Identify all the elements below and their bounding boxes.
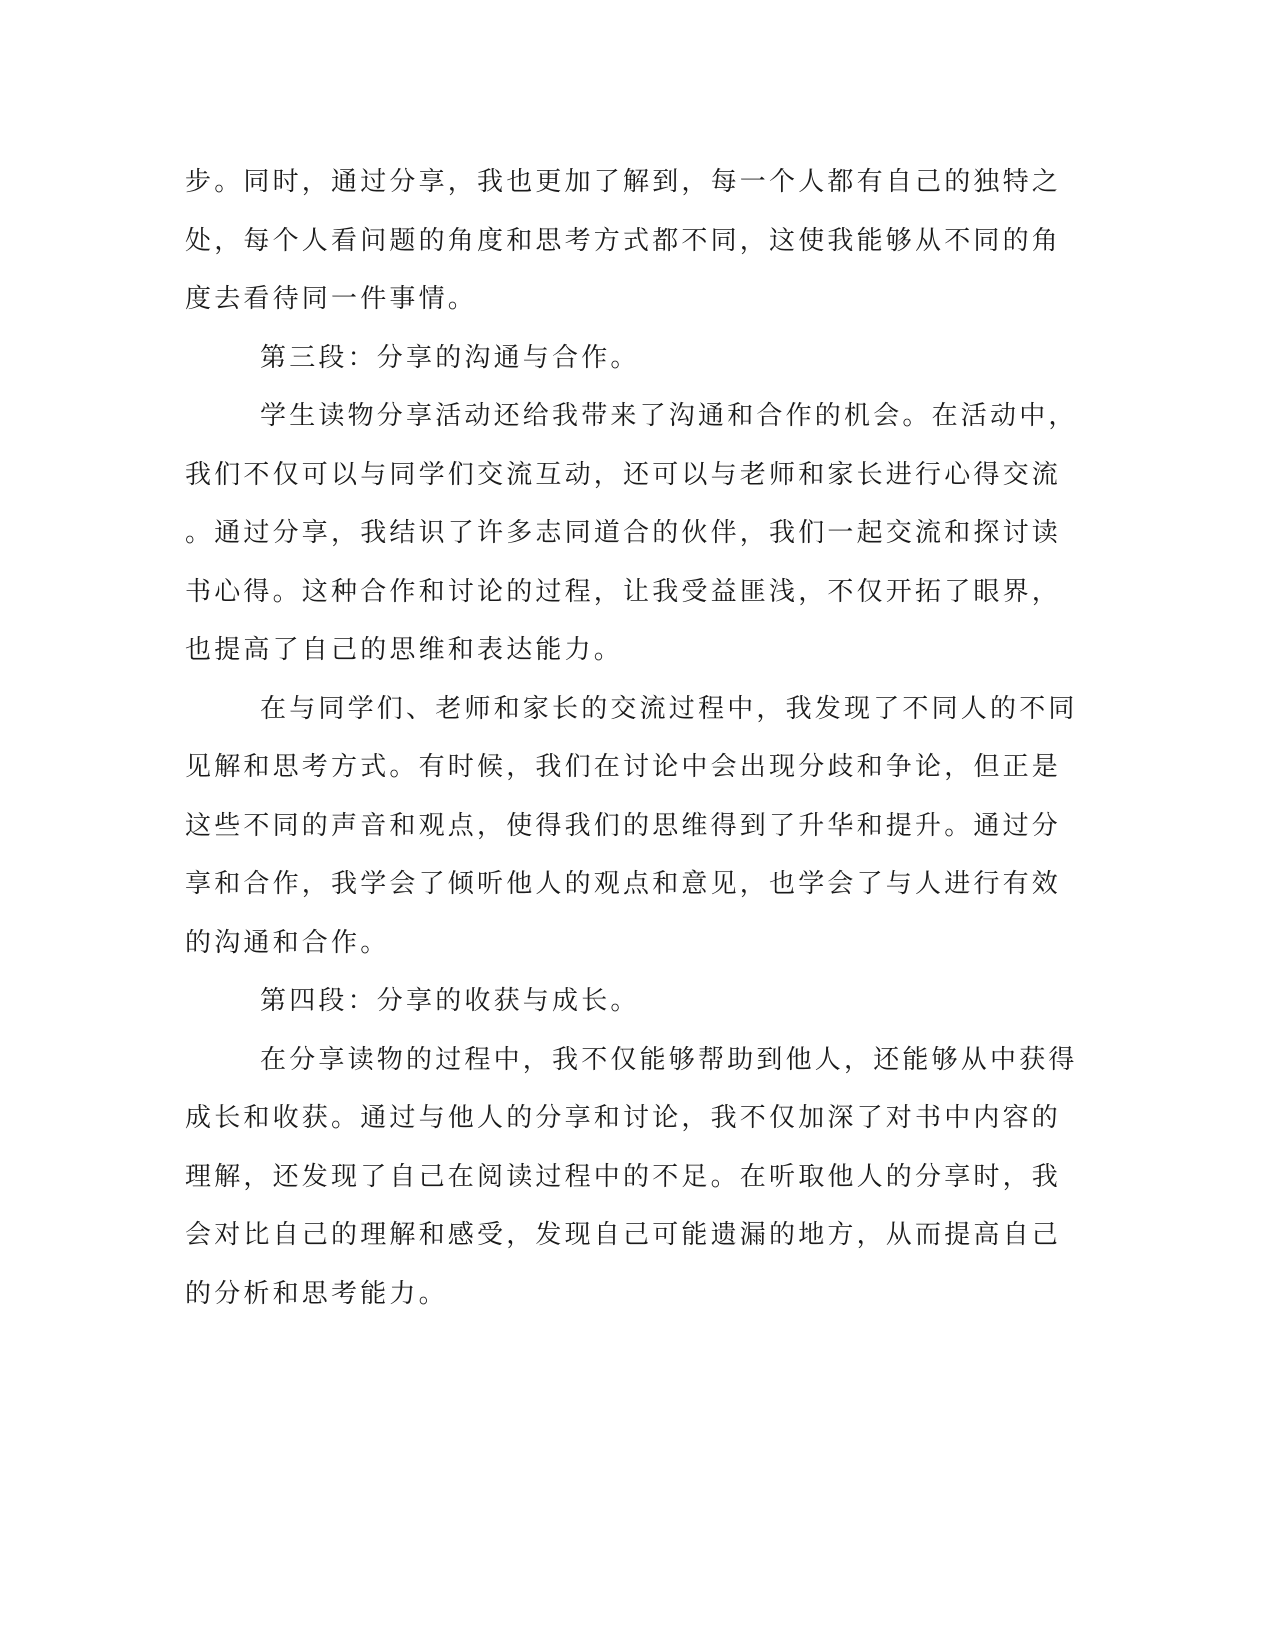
text-line: 学生读物分享活动还给我带来了沟通和合作的机会。在活动中， — [260, 401, 1078, 431]
section-heading: 第四段：分享的收获与成长。 — [260, 986, 640, 1016]
section-heading: 第三段：分享的沟通与合作。 — [260, 343, 640, 373]
text-line: 处，每个人看问题的角度和思考方式都不同，这使我能够从不同的角 — [185, 226, 1062, 256]
text-line: 书心得。这种合作和讨论的过程，让我受益匪浅，不仅开拓了眼界， — [185, 577, 1062, 607]
text-line: 这些不同的声音和观点，使得我们的思维得到了升华和提升。通过分 — [185, 811, 1062, 841]
text-line: 也提高了自己的思维和表达能力。 — [185, 635, 624, 665]
text-line: 在与同学们、老师和家长的交流过程中，我发现了不同人的不同 — [260, 694, 1078, 724]
text-line: 的沟通和合作。 — [185, 928, 390, 958]
text-line: 我们不仅可以与同学们交流互动，还可以与老师和家长进行心得交流 — [185, 460, 1062, 490]
text-line: 会对比自己的理解和感受，发现自己可能遗漏的地方，从而提高自己 — [185, 1220, 1062, 1250]
text-line: 在分享读物的过程中，我不仅能够帮助到他人，还能够从中获得 — [260, 1045, 1078, 1075]
text-line: 享和合作，我学会了倾听他人的观点和意见，也学会了与人进行有效 — [185, 869, 1062, 899]
text-line: 见解和思考方式。有时候，我们在讨论中会出现分歧和争论，但正是 — [185, 752, 1062, 782]
text-line: 度去看待同一件事情。 — [185, 284, 478, 314]
text-line: 成长和收获。通过与他人的分享和讨论，我不仅加深了对书中内容的 — [185, 1103, 1062, 1133]
text-line: 。通过分享，我结识了许多志同道合的伙伴，我们一起交流和探讨读 — [185, 518, 1062, 548]
text-line: 步。同时，通过分享，我也更加了解到，每一个人都有自己的独特之 — [185, 167, 1062, 197]
text-line: 的分析和思考能力。 — [185, 1279, 448, 1309]
text-line: 理解，还发现了自己在阅读过程中的不足。在听取他人的分享时，我 — [185, 1162, 1062, 1192]
